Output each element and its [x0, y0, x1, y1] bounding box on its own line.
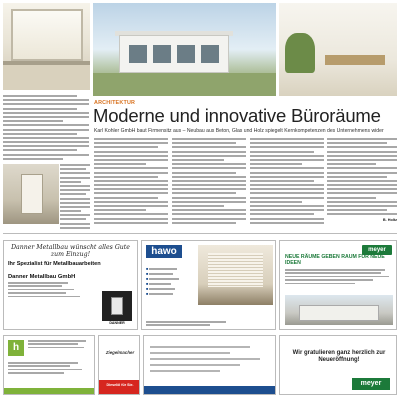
article-column — [60, 164, 90, 230]
service-list: ■ ■ ■ ■ ■ ■ — [146, 267, 179, 297]
blinds — [208, 253, 263, 287]
ziegelmacher-logo: Ziegelmacher — [105, 350, 135, 355]
author-signature: B. Holtz — [382, 217, 397, 222]
ad-tagline: Ihr Spezialist für Metallbauarbeiten — [8, 261, 101, 267]
hawo-logo: hawo — [146, 245, 182, 258]
ad-meyer — [279, 240, 397, 330]
stair-interior-photo — [3, 164, 59, 224]
subheadline: Karl Kohler GmbH baut Firmensitz aus – Neubau aus Beton, Glas und Holz spiegelt Kernkompetenzen des Unternehmens wider — [94, 128, 384, 134]
ad-congrats-text: Wir gratulieren ganz herzlich zur Neueröffnung! — [292, 350, 386, 363]
ad-services — [3, 335, 95, 395]
meyer-logo: meyer — [352, 378, 390, 390]
meyer-logo: meyer — [362, 245, 392, 255]
ad-ziegelmacher — [98, 335, 140, 395]
article-column — [94, 138, 168, 230]
window — [153, 45, 171, 63]
ad-company: Danner Metallbau GmbH — [8, 274, 76, 280]
shop-front — [299, 305, 379, 321]
ad-contact — [8, 282, 100, 297]
ad-danner-metallbau — [3, 240, 138, 330]
ad-contact — [146, 321, 226, 326]
article-column — [327, 138, 397, 230]
ad-partner — [143, 335, 276, 395]
ad-text — [28, 340, 92, 348]
section-tag: ARCHITEKTUR — [94, 100, 136, 106]
article-column — [250, 138, 324, 230]
headline: Moderne und innovative Büroräume — [93, 105, 381, 126]
blinds-photo — [198, 245, 273, 305]
door-icon — [111, 297, 123, 315]
desk — [325, 55, 385, 65]
ad-contact — [8, 362, 92, 374]
article-column — [172, 138, 246, 230]
atrium-photo — [3, 3, 90, 90]
divider — [3, 233, 397, 234]
office-interior-photo — [279, 3, 397, 96]
ad-claim: Dieselöl für Sie. — [99, 380, 140, 394]
glass-facade — [11, 9, 83, 61]
ad-congratulations — [279, 335, 397, 395]
ad-text — [285, 269, 393, 284]
lawn — [93, 73, 276, 96]
color-bar — [4, 388, 95, 394]
window — [129, 45, 147, 63]
company-logo: h — [8, 340, 24, 356]
danner-logo-text: DANNER — [109, 321, 125, 325]
floor — [3, 65, 90, 90]
window — [177, 45, 195, 63]
ad-slogan: Danner Metallbau wünscht alles Gute zum Einzug! — [11, 244, 130, 258]
window — [201, 45, 219, 63]
shop-photo — [285, 295, 393, 325]
building-exterior-photo — [93, 3, 276, 96]
ad-hawo — [141, 240, 276, 330]
lead-paragraph — [3, 95, 89, 161]
ad-headline: NEUE RÄUME GEBEN RAUM FÜR NEUE IDEEN — [285, 254, 385, 266]
color-bar — [144, 386, 276, 394]
plant-wall — [285, 33, 315, 73]
door — [21, 174, 43, 214]
